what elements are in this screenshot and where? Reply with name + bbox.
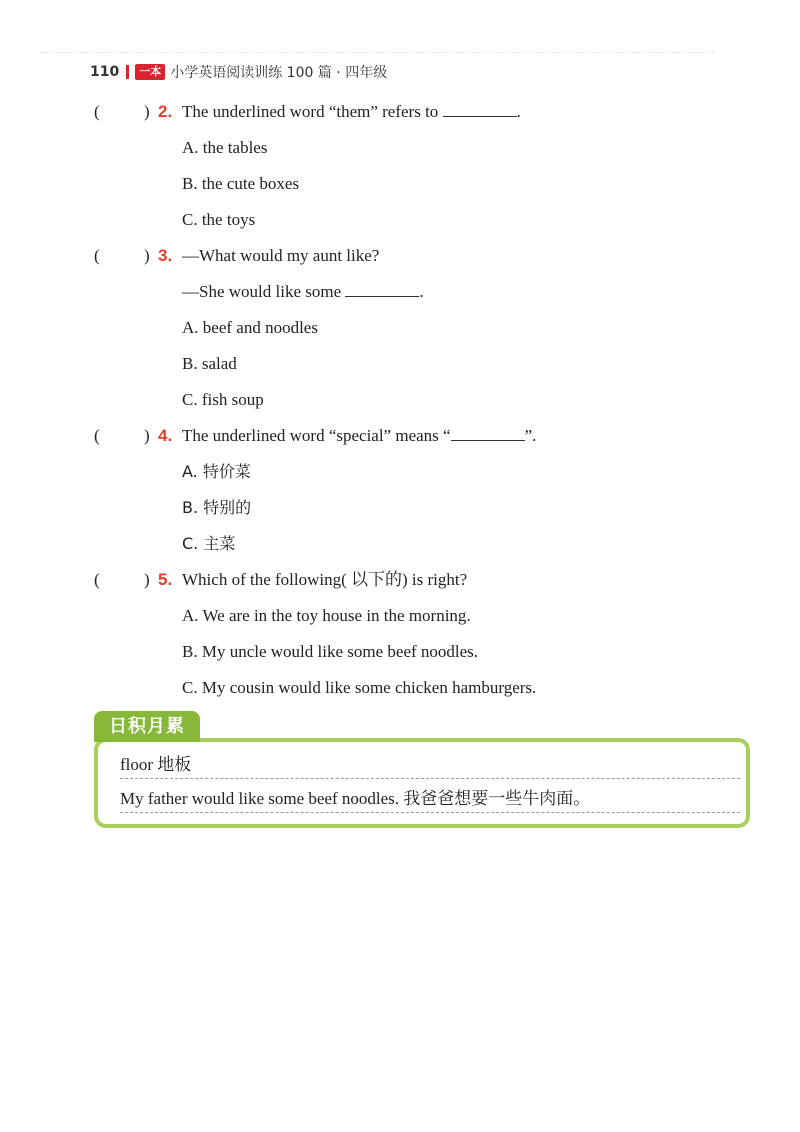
option-c: C. My cousin would like some chicken hamburgers.	[182, 678, 537, 697]
answer-blank	[451, 424, 525, 441]
accumulation-title: 日积月累	[94, 711, 200, 742]
question-stem: The underlined word “special” means “ ”.	[182, 426, 537, 445]
question-stem: Which of the following( 以下的) is right?	[182, 570, 468, 589]
answer-blank	[443, 100, 517, 117]
answer-paren-right: )	[144, 570, 150, 589]
question-stem: The underlined word “them” refers to .	[182, 102, 521, 121]
option-a: A. We are in the toy house in the morning.	[182, 606, 471, 625]
option-b: B. salad	[182, 354, 237, 373]
question-3	[94, 244, 744, 268]
answer-paren-left: (	[94, 246, 100, 265]
answer-paren-right: )	[144, 102, 150, 121]
page-header	[90, 62, 387, 82]
question-number: 2.	[158, 102, 173, 121]
question-stem: —What would my aunt like?	[182, 246, 380, 265]
header-rule	[40, 52, 715, 53]
question-number: 4.	[158, 426, 173, 445]
question-number: 3.	[158, 246, 173, 265]
option-a: A. the tables	[182, 138, 268, 157]
option-c: C. 主菜	[182, 534, 236, 553]
answer-paren-left: (	[94, 570, 100, 589]
brand-logo: 一本	[135, 64, 165, 80]
question-2	[94, 100, 744, 124]
accumulation-line-1: floor 地板	[120, 752, 740, 779]
answer-paren-left: (	[94, 426, 100, 445]
answer-paren-right: )	[144, 426, 150, 445]
option-b: B. My uncle would like some beef noodles.	[182, 642, 479, 661]
page-number: 110	[90, 64, 120, 80]
book-title: 小学英语阅读训练 100 篇 · 四年级	[170, 65, 388, 81]
option-c: C. fish soup	[182, 390, 264, 409]
question-3-line2: —She would like some .	[182, 282, 424, 301]
option-a: A. 特价菜	[182, 462, 251, 481]
question-5	[94, 568, 744, 592]
answer-paren-left: (	[94, 102, 100, 121]
question-number: 5.	[158, 570, 173, 589]
answer-blank	[345, 280, 419, 297]
answer-paren-right: )	[144, 246, 150, 265]
option-b: B. 特别的	[182, 498, 252, 517]
option-c: C. the toys	[182, 210, 256, 229]
question-4	[94, 424, 744, 448]
option-b: B. the cute boxes	[182, 174, 300, 193]
header-divider	[126, 65, 129, 79]
option-a: A. beef and noodles	[182, 318, 318, 337]
accumulation-line-2: My father would like some beef noodles. 我爸爸想要一些牛肉面。	[120, 786, 740, 813]
